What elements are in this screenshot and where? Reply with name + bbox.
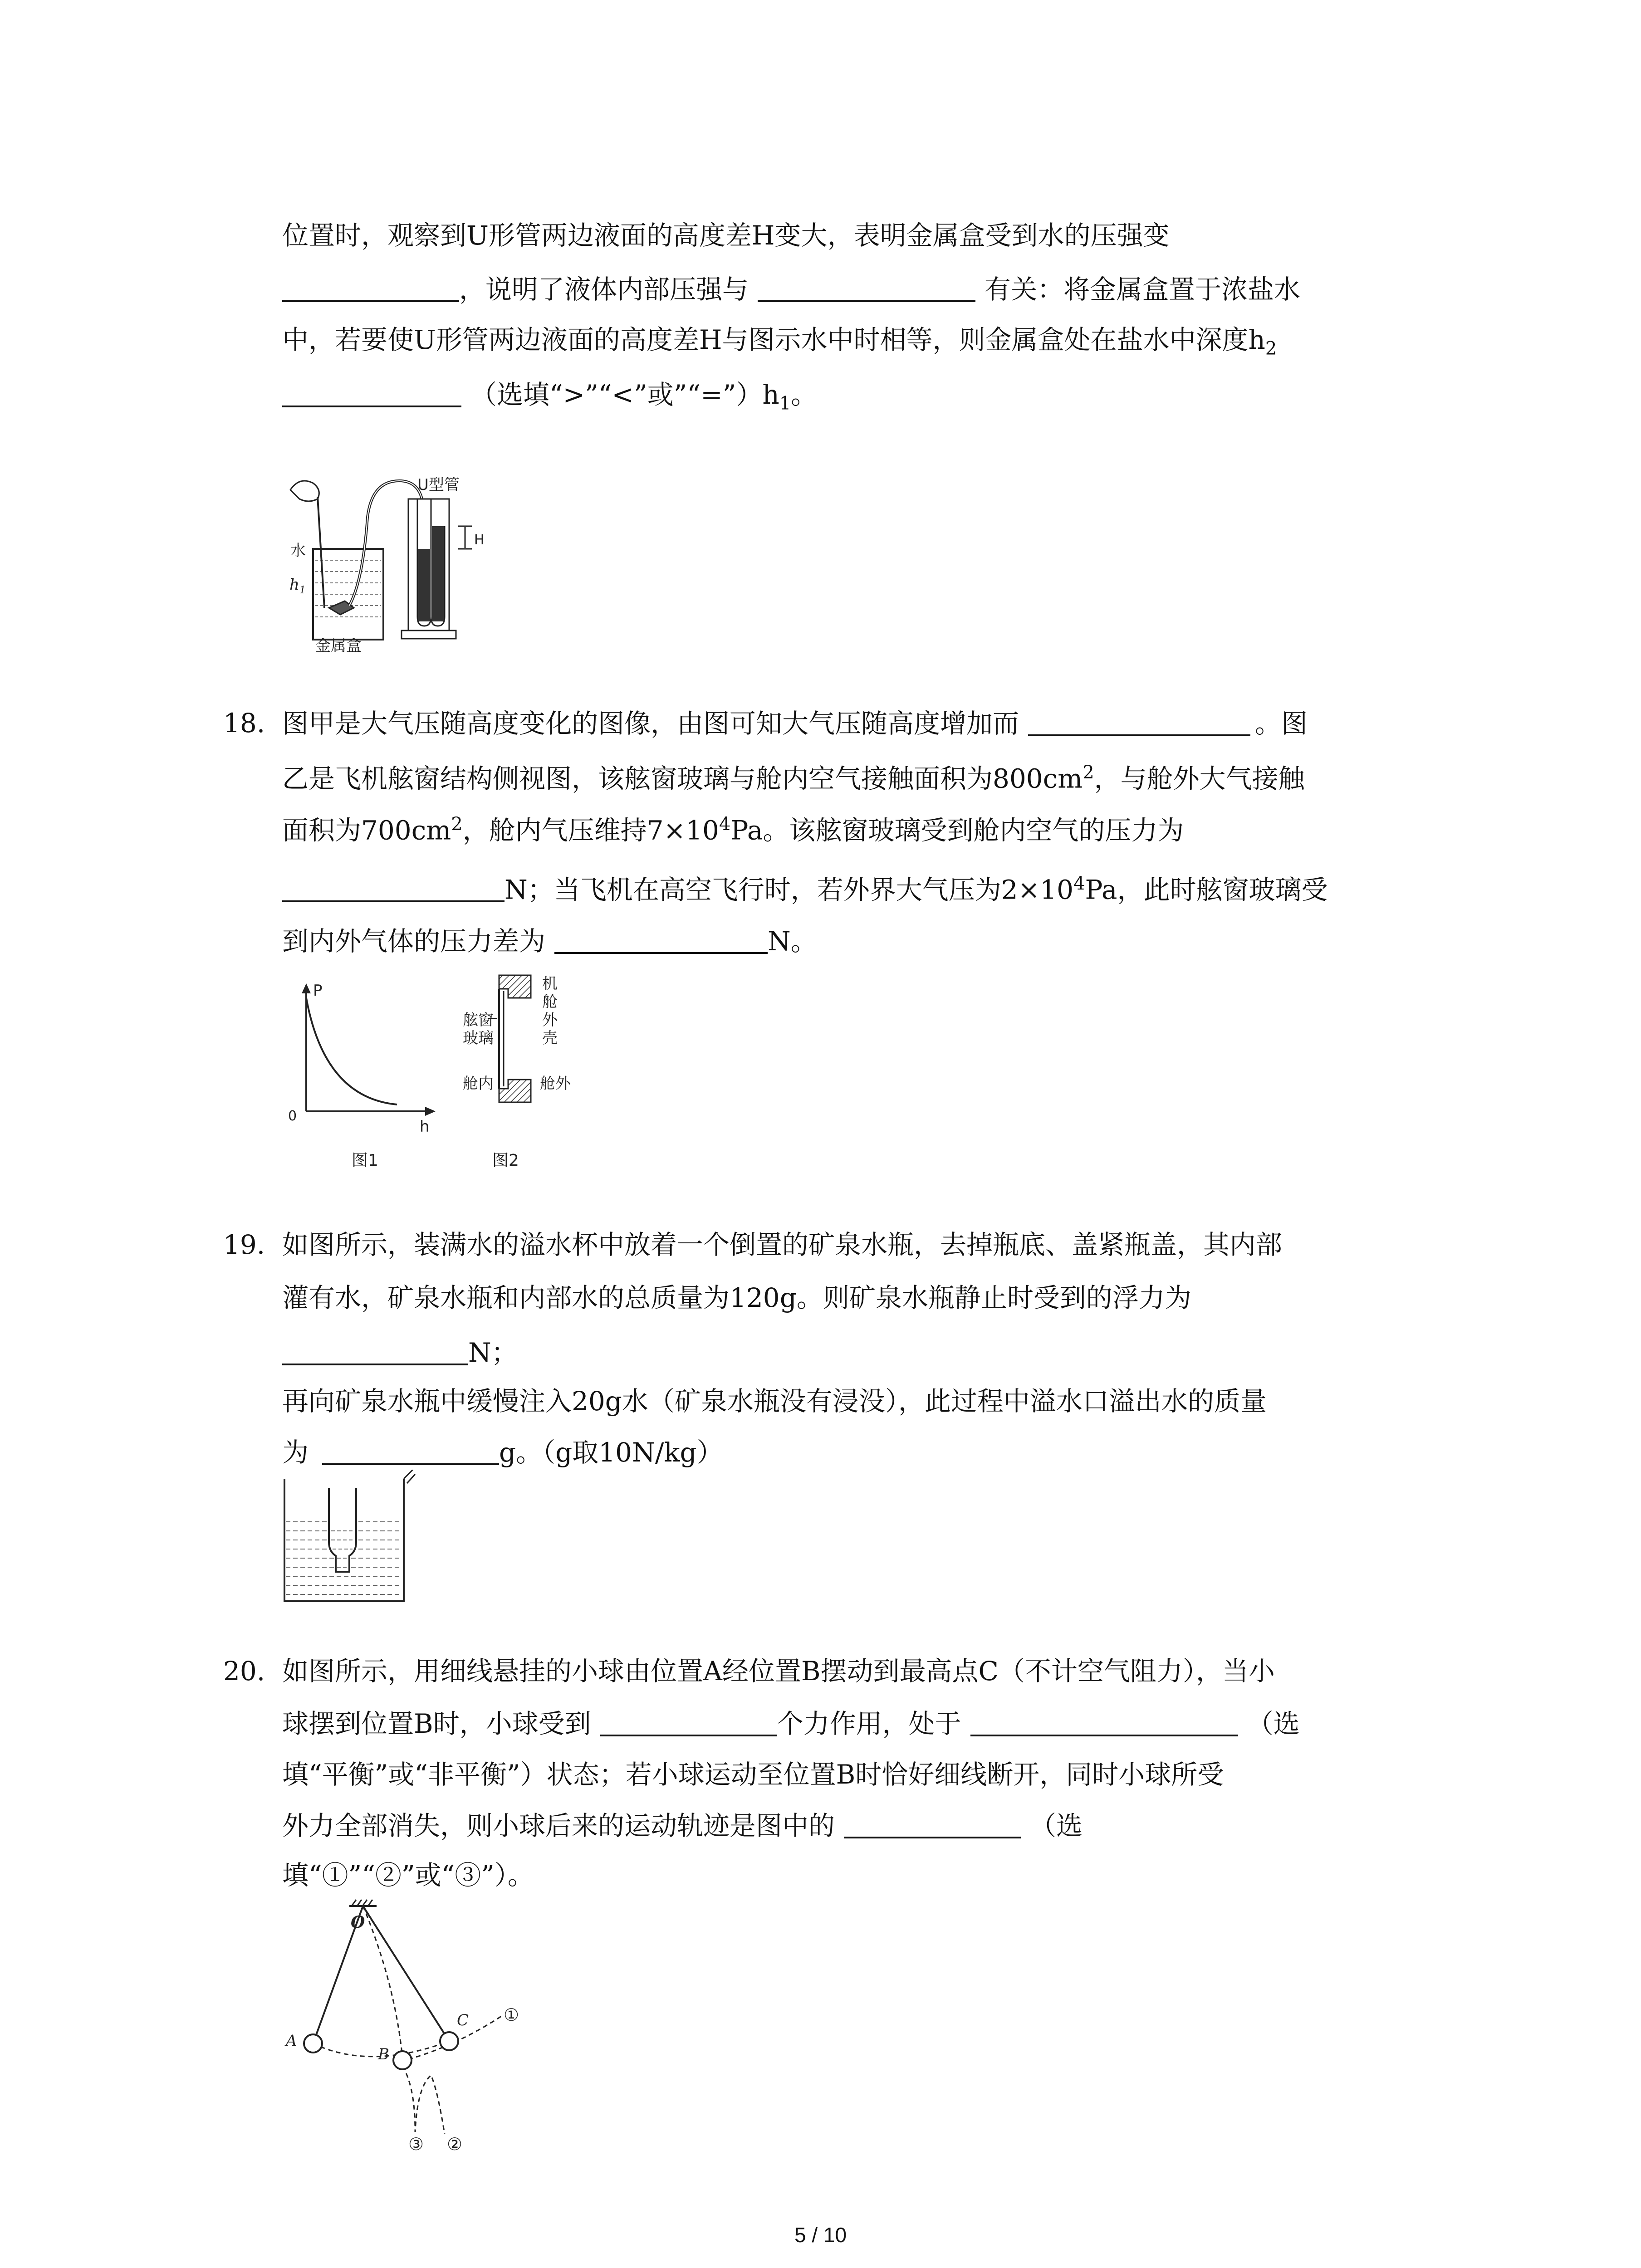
q19-number: 19. — [223, 1229, 265, 1260]
ball-position-b — [393, 2051, 411, 2069]
axis-label-p: P — [313, 982, 323, 1000]
label-h1: $h_1$ — [289, 576, 306, 596]
q20-blank-1[interactable] — [600, 1710, 777, 1736]
label-metal-box: 金属盒 — [315, 637, 362, 653]
label-H: H — [474, 532, 485, 548]
label-trajectory-3: ③ — [408, 2134, 424, 2154]
origin-label: 0 — [288, 1108, 297, 1124]
label-a: A — [286, 2032, 297, 2050]
q17-blank-3[interactable] — [282, 381, 461, 407]
axis-label-h: h — [420, 1118, 430, 1136]
q17-line4: （选填“>”“<”或$”“=”)h_1$。 — [282, 381, 817, 413]
q19-line3: N； — [282, 1339, 518, 1366]
q19-line2: 灌有水，矿泉水瓶和内部水的总质量为120g。则矿泉水瓶静止时受到的浮力为 — [282, 1282, 1191, 1313]
q17-line3: 中，若要使U形管两边液面的高度差H与图示水中时相等，则金属盒处在盐水中深度$h_2$ — [282, 324, 1277, 359]
q18-number: 18. — [223, 708, 265, 738]
q18-blank-2[interactable] — [282, 876, 505, 902]
q17-blank-1[interactable] — [282, 276, 459, 302]
figure2-caption: 图2 — [492, 1151, 519, 1170]
q17-line2: ，说明了液体内部压强与 有关：将金属盒置于浓盐水 — [282, 276, 1300, 303]
q20-pendulum-figure — [279, 1896, 533, 2159]
q19-blank-1[interactable] — [282, 1339, 468, 1365]
q20-line2: 球摆到位置B时，小球受到 个力作用，处于 （选 — [282, 1708, 1300, 1739]
svg-text:外: 外 — [542, 1011, 558, 1029]
ball-position-c — [440, 2032, 458, 2050]
hand-icon — [290, 481, 319, 501]
q20-blank-3[interactable] — [844, 1812, 1021, 1838]
label-cabin-inside: 舱内 — [463, 1075, 494, 1093]
figure1-caption: 图1 — [352, 1151, 378, 1170]
label-trajectory-1: ① — [504, 2005, 519, 2025]
q18-figure1-pressure-curve — [279, 975, 442, 1175]
q18-line1: 图甲是大气压随高度变化的图像，由图可知大气压随高度增加而 。图 — [282, 708, 1308, 739]
svg-text:舱: 舱 — [542, 993, 558, 1011]
q18-line5: 到内外气体的压力差为 N。 — [282, 926, 817, 957]
q20-line4: 外力全部消失，则小球后来的运动轨迹是图中的 （选 — [282, 1810, 1083, 1841]
label-b: B — [378, 2045, 389, 2063]
label-c: C — [457, 2011, 469, 2029]
q19-blank-2[interactable] — [322, 1439, 499, 1465]
svg-text:壳: 壳 — [542, 1029, 558, 1047]
label-glass: 玻璃 — [463, 1029, 494, 1047]
label-water: 水 — [290, 542, 306, 560]
q20-line3: 填“平衡”或“非平衡”）状态；若小球运动至位置B时恰好细线断开，同时小球所受 — [282, 1759, 1224, 1790]
q17-blank-2[interactable] — [758, 276, 975, 302]
q20-number: 20. — [223, 1656, 265, 1686]
label-trajectory-2: ② — [447, 2134, 463, 2154]
q18-line4: N；当飞机在高空飞行时，若外界大气压为$2\times 10^4Pa$，此时舷窗玻璃受 — [282, 875, 1328, 903]
q19-line5: 为 g。（g取10N/kg） — [282, 1437, 723, 1468]
q19-line1: 如图所示，装满水的溢水杯中放着一个倒置的矿泉水瓶，去掉瓶底、盖紧瓶盖，其内部 — [282, 1229, 1283, 1260]
q17-utube-figure — [281, 472, 517, 653]
q20-line1: 如图所示，用细线悬挂的小球由位置A经位置B摆动到最高点C（不计空气阻力），当小 — [282, 1656, 1275, 1686]
q18-line2: 乙是飞机舷窗结构侧视图，该舷窗玻璃与舱内空气接触面积为$800cm^2$，与舱外大气接触 — [282, 762, 1305, 794]
q18-blank-1[interactable] — [1028, 710, 1250, 736]
label-o: O — [351, 1913, 365, 1932]
label-window: 舷窗 — [463, 1011, 494, 1029]
q19-overflow-cup-figure — [279, 1470, 429, 1606]
q17-line1: 位置时，观察到U形管两边液面的高度差H变大，表明金属盒受到水的压强变 — [282, 220, 1170, 251]
ball-position-a — [304, 2034, 322, 2053]
q18-blank-3[interactable] — [554, 928, 768, 954]
svg-text:机: 机 — [542, 975, 558, 993]
q18-figure2-window — [449, 971, 622, 1175]
q20-blank-2[interactable] — [970, 1710, 1238, 1736]
q19-line4: 再向矿泉水瓶中缓慢注入20g水（矿泉水瓶没有浸没），此过程中溢水口溢出水的质量 — [282, 1386, 1267, 1417]
q20-line5: 填“①”“②”或“③”）。 — [282, 1860, 534, 1891]
label-utube: U型管 — [417, 476, 460, 494]
label-cabin-outside: 舱外 — [540, 1075, 571, 1093]
page-number: 5 / 10 — [794, 2223, 847, 2247]
q18-line3: 面积为$700cm^2$，舱内气压维持$7\times 10^4Pa$。该舷窗玻璃受到舱内空气的压力为 — [282, 814, 1184, 846]
